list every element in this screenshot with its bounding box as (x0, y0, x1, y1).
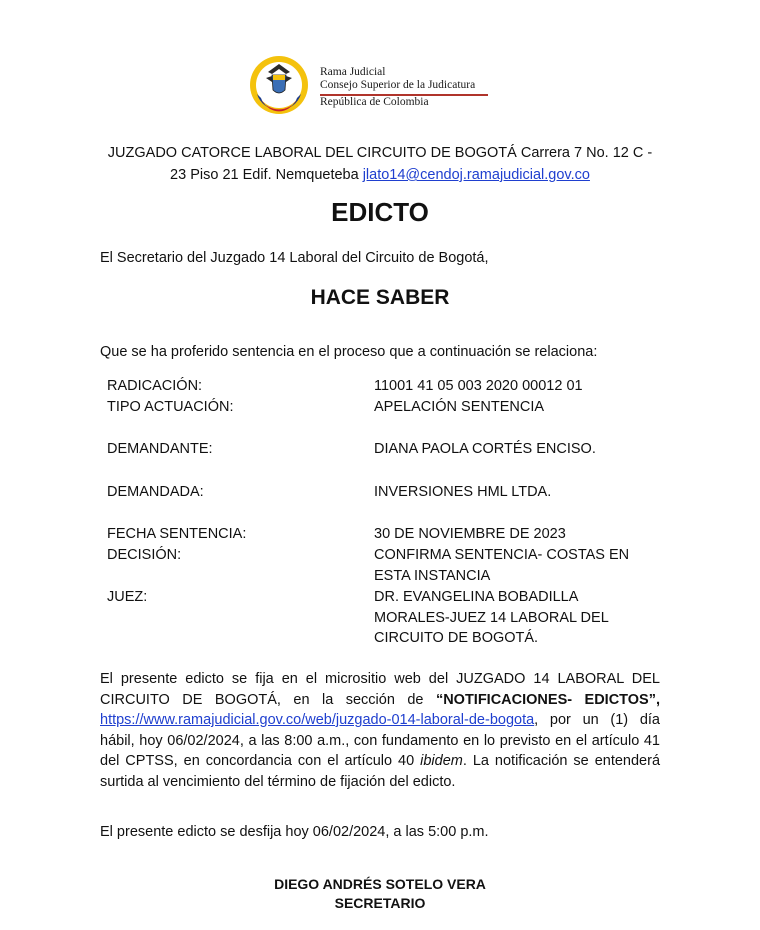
microsite-link[interactable]: https://www.ramajudicial.gov.co/web/juzgado-014-laboral-de-bogota (100, 712, 535, 728)
document-subtitle: HACE SABER (310, 286, 450, 309)
notice-section-name: “NOTIFICACIONES- EDICTOS”, (435, 691, 660, 708)
detail-label: RADICACIÓN: (107, 378, 203, 394)
notice-text-1: El presente edicto se fija en el micrositio web del JUZGADO 14 LABORAL DEL CIRCUITO DE BOGOTÁ, en la sección de (100, 671, 660, 708)
detail-value: 11001 41 05 003 2020 00012 01 (374, 378, 583, 394)
detail-label: DEMANDANTE: (107, 441, 213, 457)
letterhead (248, 54, 508, 118)
document-title: EDICTO (331, 197, 429, 227)
detail-label: DEMANDADA: (107, 484, 204, 500)
detail-value: CONFIRMA SENTENCIA- COSTAS EN ESTA INSTANCIA (374, 547, 630, 584)
notice-ibidem: ibidem (420, 753, 463, 769)
court-address: JUZGADO CATORCE LABORAL DEL CIRCUITO DE BOGOTÁ Carrera 7 No. 12 C - 23 Piso 21 Edif. Nemqueteba (107, 145, 653, 183)
detail-label: FECHA SENTENCIA: (107, 526, 247, 542)
detail-label: DECISIÓN: (107, 547, 182, 563)
detail-value: INVERSIONES HML LTDA. (374, 484, 552, 500)
colombia-coat-of-arms-icon (248, 54, 310, 116)
signer-name: DIEGO ANDRÉS SOTELO VERA (274, 876, 486, 892)
notice-paragraph (100, 669, 660, 792)
org-line-2: Consejo Superior de la Judicatura (320, 79, 476, 91)
court-header (100, 142, 660, 186)
court-email-link[interactable]: jlato14@cendoj.ramajudicial.gov.co (362, 167, 590, 183)
secretary-line: El Secretario del Juzgado 14 Laboral del Circuito de Bogotá, (100, 250, 489, 266)
intro-paragraph: Que se ha proferido sentencia en el proceso que a continuación se relaciona: (100, 344, 598, 360)
org-line-3: República de Colombia (320, 96, 429, 108)
org-name (320, 66, 475, 92)
detail-label: TIPO ACTUACIÓN: (107, 399, 234, 415)
notice-text-3: . La notificación se entenderá surtida al vencimiento del término de fijación del edicto. (100, 753, 661, 790)
org-line-1: Rama Judicial (320, 66, 386, 78)
unpost-paragraph: El presente edicto se desfija hoy 06/02/2024, a las 5:00 p.m. (100, 824, 489, 840)
detail-label: JUEZ: (107, 589, 148, 605)
signer-role: SECRETARIO (334, 895, 426, 911)
detail-value: DIANA PAOLA CORTÉS ENCISO. (374, 441, 596, 457)
notice-text-2: , por un (1) día hábil, hoy 06/02/2024, a las 8:00 a.m., con fundamento en lo previsto en el artículo 41 del CPTSS, en concordancia con el artículo 40 (100, 712, 660, 769)
detail-value: 30 DE NOVIEMBRE DE 2023 (374, 526, 566, 542)
signature-block (0, 875, 760, 913)
detail-value: APELACIÓN SENTENCIA (374, 399, 545, 415)
detail-value: DR. EVANGELINA BOBADILLA MORALES-JUEZ 14 LABORAL DEL CIRCUITO DE BOGOTÁ. (374, 589, 609, 646)
